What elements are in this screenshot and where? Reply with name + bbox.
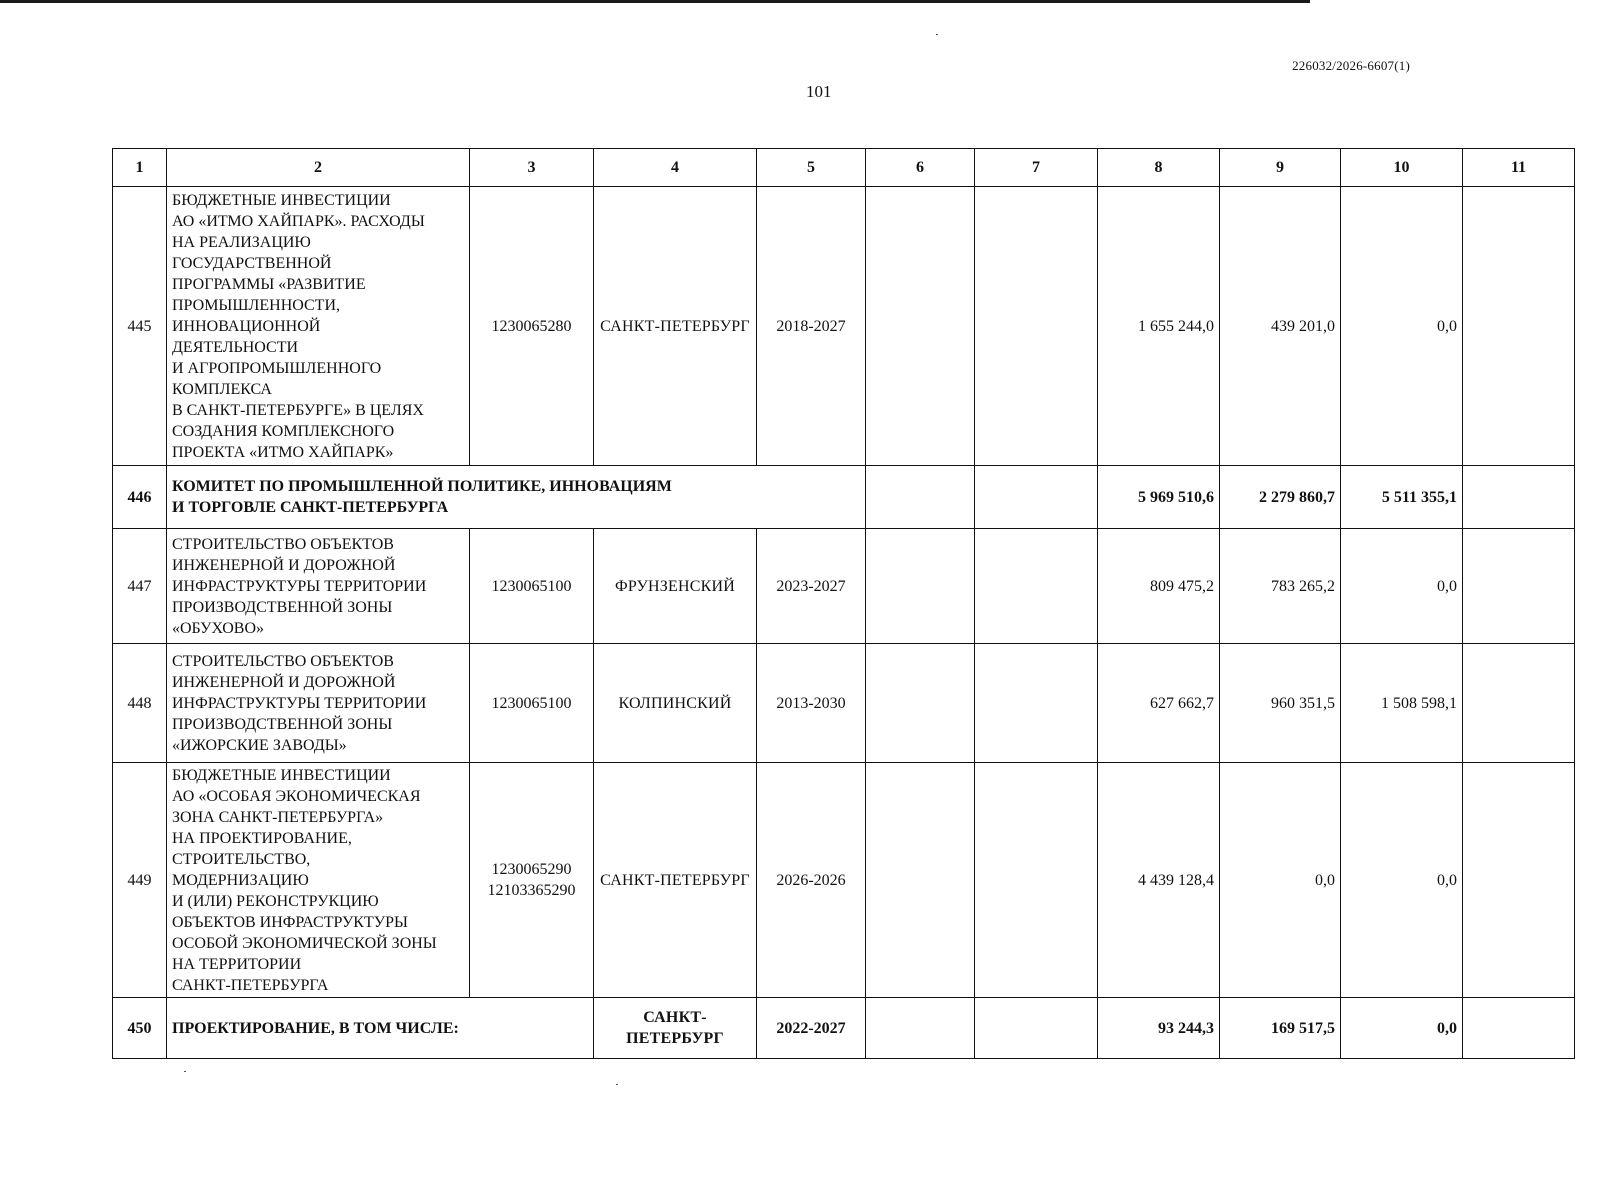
row-col7 [975, 187, 1098, 466]
row-col8: 93 244,3 [1098, 998, 1220, 1059]
row-col11 [1463, 763, 1575, 998]
row-code: 1230065100 [470, 529, 594, 644]
row-col11 [1463, 644, 1575, 763]
row-col8: 4 439 128,4 [1098, 763, 1220, 998]
row-col7 [975, 529, 1098, 644]
row-col11 [1463, 998, 1575, 1059]
row-code: 1230065280 [470, 187, 594, 466]
row-period: 2022-2027 [757, 998, 866, 1059]
row-col7 [975, 644, 1098, 763]
row-col11 [1463, 529, 1575, 644]
document-id: 226032/2026-6607(1) [1292, 58, 1410, 73]
row-col8: 1 655 244,0 [1098, 187, 1220, 466]
row-col6 [866, 644, 975, 763]
scan-speck [184, 1071, 186, 1072]
row-district: ФРУНЗЕНСКИЙ [594, 529, 757, 644]
column-header: 4 [594, 149, 757, 187]
row-number: 450 [113, 998, 167, 1059]
row-number: 445 [113, 187, 167, 466]
row-col6 [866, 998, 975, 1059]
column-header: 1 [113, 149, 167, 187]
row-col9: 2 279 860,7 [1220, 466, 1341, 529]
row-period: 2026-2026 [757, 763, 866, 998]
row-col10: 0,0 [1341, 763, 1463, 998]
row-name: КОМИТЕТ ПО ПРОМЫШЛЕННОЙ ПОЛИТИКЕ, ИННОВАЦИЯМ И ТОРГОВЛЕ САНКТ-ПЕТЕРБУРГА [167, 466, 866, 529]
scan-top-edge [0, 0, 1310, 3]
table-row [113, 763, 1575, 998]
row-col10: 0,0 [1341, 187, 1463, 466]
row-name: ПРОЕКТИРОВАНИЕ, В ТОМ ЧИСЛЕ: [167, 998, 594, 1059]
column-header: 3 [470, 149, 594, 187]
row-col8: 809 475,2 [1098, 529, 1220, 644]
row-number: 448 [113, 644, 167, 763]
column-header: 2 [167, 149, 470, 187]
row-col9: 960 351,5 [1220, 644, 1341, 763]
row-col9: 439 201,0 [1220, 187, 1341, 466]
row-name: СТРОИТЕЛЬСТВО ОБЪЕКТОВ ИНЖЕНЕРНОЙ И ДОРОЖНОЙ ИНФРАСТРУКТУРЫ ТЕРРИТОРИИ ПРОИЗВОДСТВЕННОЙ ЗОНЫ «ИЖОРСКИЕ ЗАВОДЫ» [167, 644, 470, 763]
row-col11 [1463, 187, 1575, 466]
row-number: 449 [113, 763, 167, 998]
column-header: 6 [866, 149, 975, 187]
page-number: 101 [806, 82, 832, 101]
row-period: 2023-2027 [757, 529, 866, 644]
row-name: БЮДЖЕТНЫЕ ИНВЕСТИЦИИ АО «ИТМО ХАЙПАРК». РАСХОДЫ НА РЕАЛИЗАЦИЮ ГОСУДАРСТВЕННОЙ ПРОГРАММЫ «РАЗВИТИЕ ПРОМЫШЛЕННОСТИ, ИННОВАЦИОННОЙ ДЕЯТЕЛЬНОСТИ И АГРОПРОМЫШЛЕННОГО КОМПЛЕКСА В САНКТ-ПЕТЕРБУРГЕ» В ЦЕЛЯХ СОЗДАНИЯ КОМПЛЕКСНОГО ПРОЕКТА «ИТМО ХАЙПАРК» [167, 187, 470, 466]
row-col6 [866, 763, 975, 998]
row-col9: 783 265,2 [1220, 529, 1341, 644]
row-col6 [866, 466, 975, 529]
row-col7 [975, 763, 1098, 998]
row-col9: 0,0 [1220, 763, 1341, 998]
row-code: 1230065100 [470, 644, 594, 763]
budget-table [112, 148, 1575, 1059]
column-header: 8 [1098, 149, 1220, 187]
row-col9: 169 517,5 [1220, 998, 1341, 1059]
table-row-subtotal [113, 998, 1575, 1059]
row-col7 [975, 998, 1098, 1059]
row-col8: 5 969 510,6 [1098, 466, 1220, 529]
table-row [113, 187, 1575, 466]
row-number: 447 [113, 529, 167, 644]
row-col8: 627 662,7 [1098, 644, 1220, 763]
row-col10: 0,0 [1341, 998, 1463, 1059]
row-district: САНКТ-ПЕТЕРБУРГ [594, 187, 757, 466]
table-row [113, 529, 1575, 644]
row-col10: 0,0 [1341, 529, 1463, 644]
row-col11 [1463, 466, 1575, 529]
table-header-row [113, 149, 1575, 187]
column-header: 9 [1220, 149, 1341, 187]
scan-speck [936, 34, 938, 35]
row-district: САНКТ-ПЕТЕРБУРГ [594, 763, 757, 998]
column-header: 5 [757, 149, 866, 187]
row-name: СТРОИТЕЛЬСТВО ОБЪЕКТОВ ИНЖЕНЕРНОЙ И ДОРОЖНОЙ ИНФРАСТРУКТУРЫ ТЕРРИТОРИИ ПРОИЗВОДСТВЕННОЙ ЗОНЫ «ОБУХОВО» [167, 529, 470, 644]
row-col10: 1 508 598,1 [1341, 644, 1463, 763]
row-col10: 5 511 355,1 [1341, 466, 1463, 529]
row-period: 2018-2027 [757, 187, 866, 466]
row-period: 2013-2030 [757, 644, 866, 763]
row-col6 [866, 187, 975, 466]
column-header: 7 [975, 149, 1098, 187]
table-row-subtotal [113, 466, 1575, 529]
row-number: 446 [113, 466, 167, 529]
row-col6 [866, 529, 975, 644]
column-header: 11 [1463, 149, 1575, 187]
scan-speck [616, 1084, 618, 1085]
column-header: 10 [1341, 149, 1463, 187]
row-district: САНКТ-ПЕТЕРБУРГ [594, 998, 757, 1059]
row-name: БЮДЖЕТНЫЕ ИНВЕСТИЦИИ АО «ОСОБАЯ ЭКОНОМИЧЕСКАЯ ЗОНА САНКТ-ПЕТЕРБУРГА» НА ПРОЕКТИРОВАНИЕ, СТРОИТЕЛЬСТВО, МОДЕРНИЗАЦИЮ И (ИЛИ) РЕКОНСТРУКЦИЮ ОБЪЕКТОВ ИНФРАСТРУКТУРЫ ОСОБОЙ ЭКОНОМИЧЕСКОЙ ЗОНЫ НА ТЕРРИТОРИИ САНКТ-ПЕТЕРБУРГА [167, 763, 470, 998]
row-district: КОЛПИНСКИЙ [594, 644, 757, 763]
table-row [113, 644, 1575, 763]
row-code: 1230065290 12103365290 [470, 763, 594, 998]
row-col7 [975, 466, 1098, 529]
